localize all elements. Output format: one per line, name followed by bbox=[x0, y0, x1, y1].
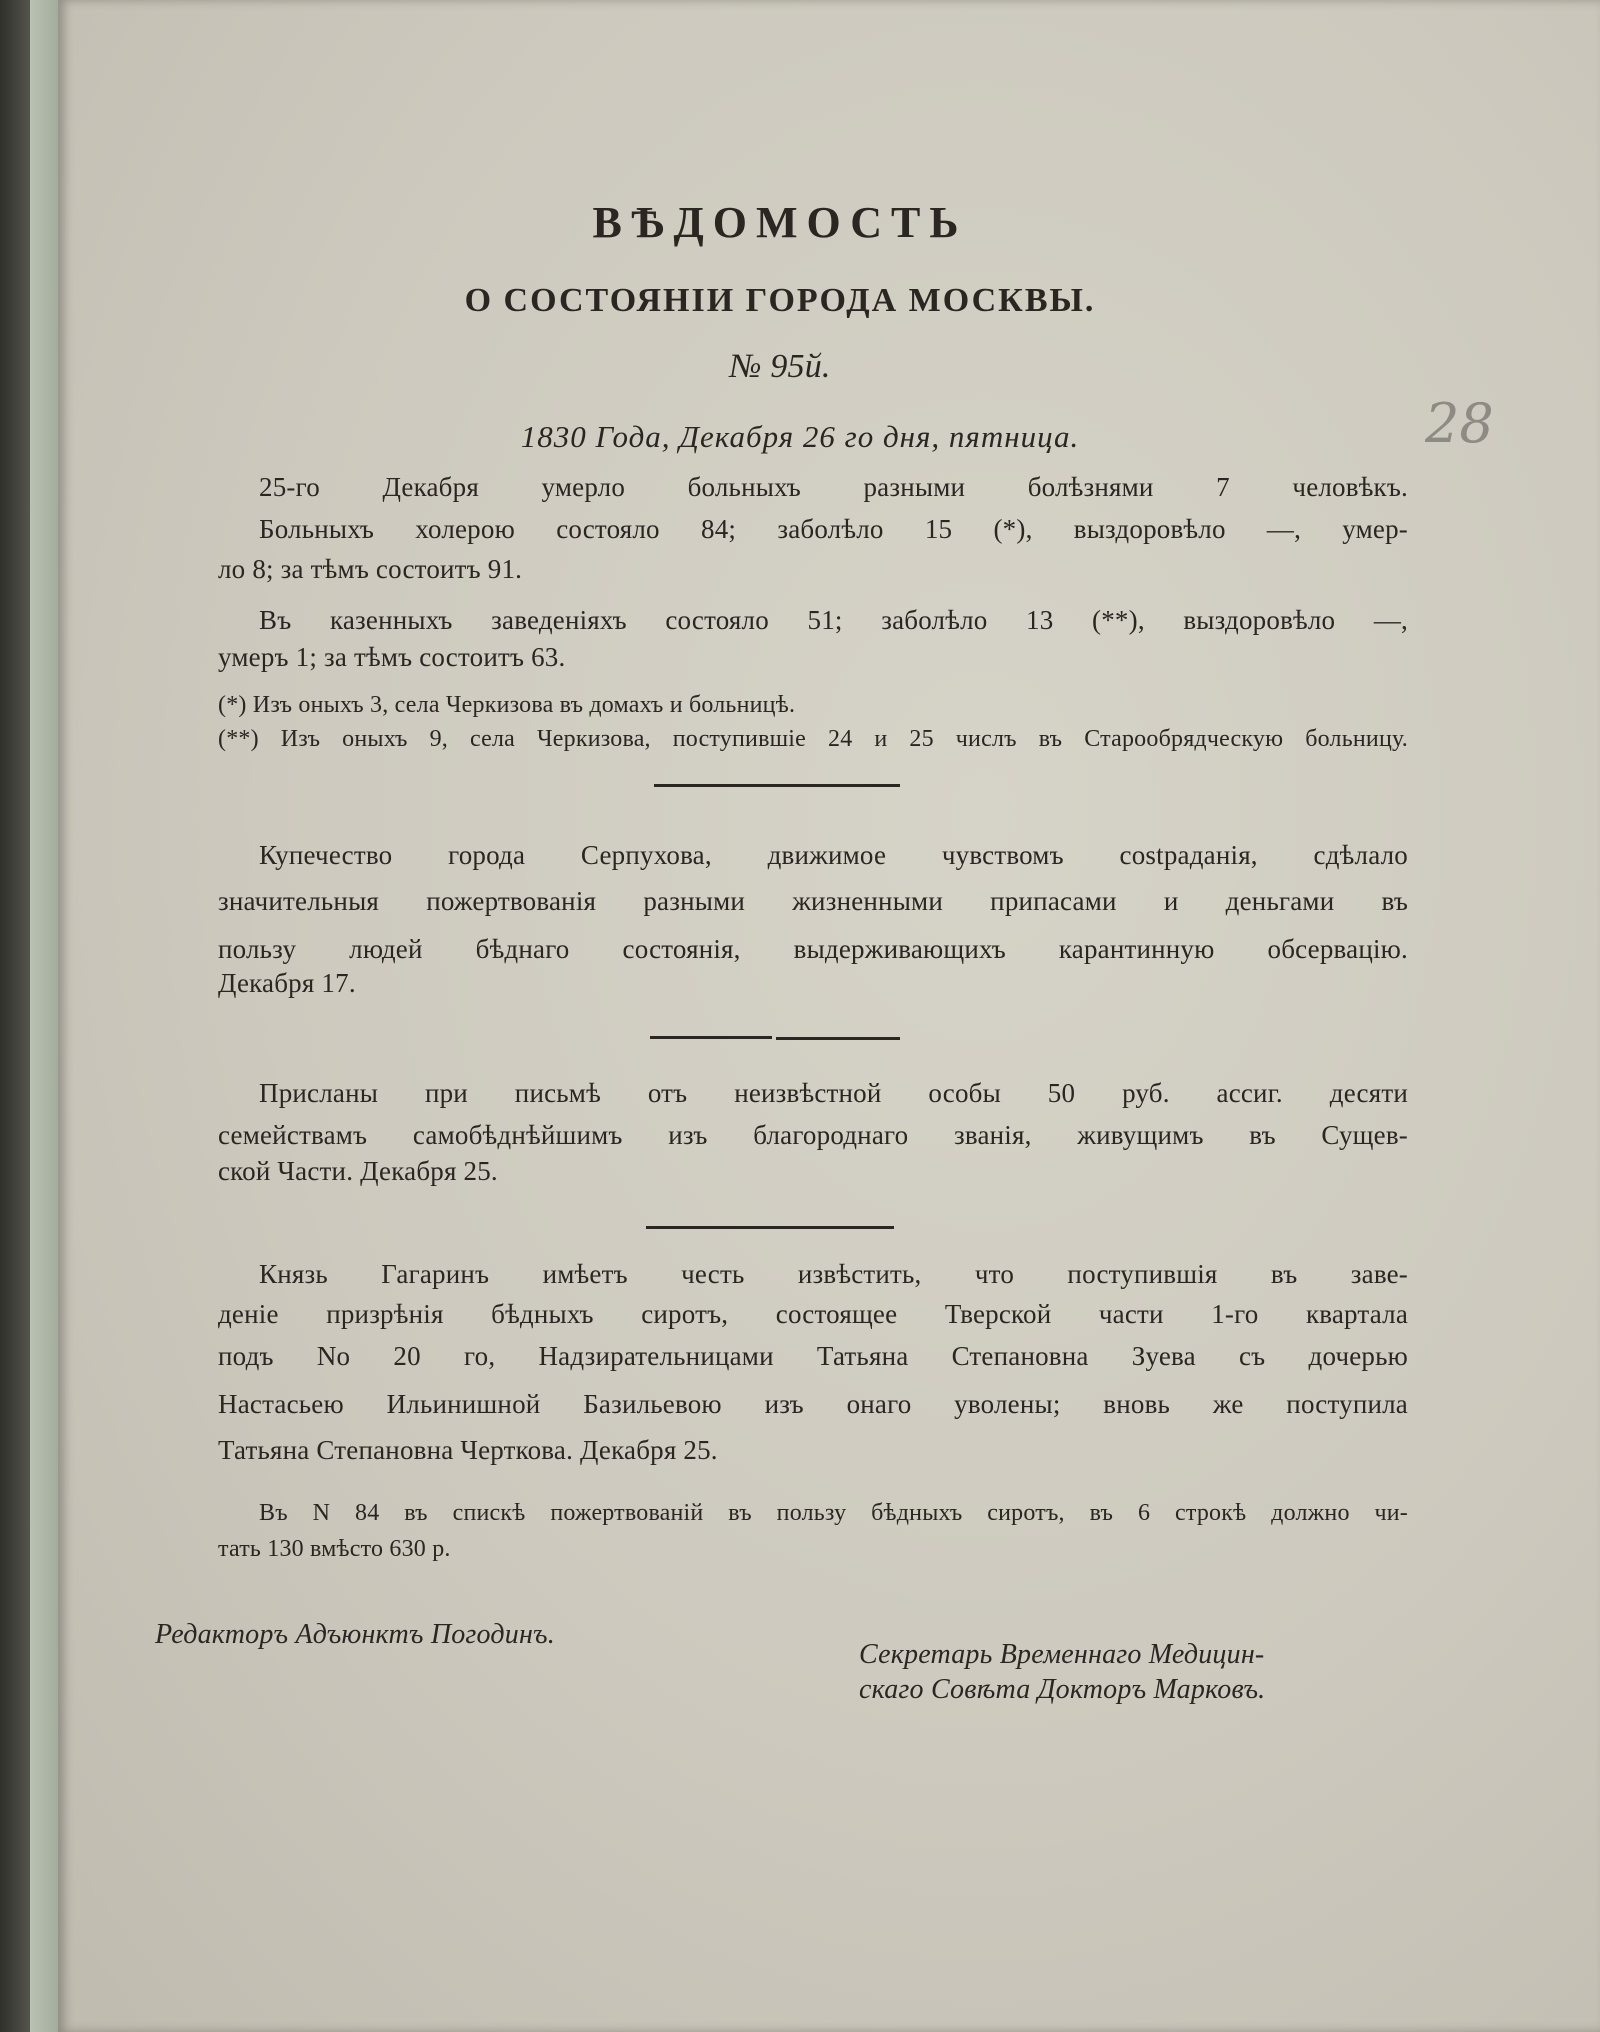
text-line: Купечество города Серпухова, движимое чувствомъ сostраданія, сдѣлало bbox=[259, 840, 1408, 870]
issue-number: № 95й. bbox=[729, 348, 831, 385]
document-title: ВѢДОМОСТЬ bbox=[592, 198, 968, 247]
text-line: деніе призрѣнія бѣдныхъ сиротъ, состоящее Тверской части 1-го квартала bbox=[218, 1299, 1408, 1329]
text-line: (**) Изъ оныхъ 9, села Черкизова, поступившіе 24 и 25 числъ въ Старообрядческую больницу. bbox=[218, 726, 1408, 752]
text-line: ской Части. Декабря 25. bbox=[218, 1156, 498, 1186]
text-line: значительныя пожертвованія разными жизненными припасами и деньгами въ bbox=[218, 886, 1408, 916]
text-line: пользу людей бѣднаго состоянія, выдерживающихъ карантинную обсервацію. bbox=[218, 934, 1408, 964]
document-subtitle: О СОСТОЯНІИ ГОРОДА МОСКВЫ. bbox=[464, 282, 1096, 319]
text-line: тать 130 вмѣсто 630 р. bbox=[218, 1536, 451, 1562]
text-line: Больныхъ холерою состояло 84; заболѣло 15 (*), выздоровѣло —, умер- bbox=[259, 514, 1408, 544]
secretary-signature-line-2: скаго Совѣта Докторъ Марковъ. bbox=[859, 1674, 1266, 1705]
text-line: ло 8; за тѣмъ состоитъ 91. bbox=[218, 554, 523, 584]
editor-signature: Редакторъ Адъюнктъ Погодинъ. bbox=[155, 1619, 555, 1650]
text-line: семействамъ самобѣднѣйшимъ изъ благороднаго званія, живущимъ въ Сущев- bbox=[218, 1120, 1408, 1150]
text-line: подъ No 20 го, Надзирательницами Татьяна Степановна Зуева съ дочерью bbox=[218, 1341, 1408, 1371]
text-line: Декабря 17. bbox=[218, 968, 356, 998]
text-line: Татьяна Степановна Черткова. Декабря 25. bbox=[218, 1435, 718, 1465]
binding-edge bbox=[0, 0, 30, 2032]
text-line: Въ N 84 въ спискѣ пожертвованій въ пользу бѣдныхъ сиротъ, въ 6 строкѣ должно чи- bbox=[259, 1500, 1408, 1526]
text-line: Настасьею Ильинишной Базильевою изъ онаго уволены; вновь же поступила bbox=[218, 1389, 1408, 1419]
text-line: 25-го Декабря умерло больныхъ разными болѣзнями 7 человѣкъ. bbox=[259, 472, 1408, 502]
text-line: Присланы при письмѣ отъ неизвѣстной особы 50 руб. ассиг. десяти bbox=[259, 1078, 1408, 1108]
text-line: Князь Гагаринъ имѣетъ честь извѣстить, что поступившія въ заве- bbox=[259, 1259, 1408, 1289]
text-line: умеръ 1; за тѣмъ состоитъ 63. bbox=[218, 642, 566, 672]
text-line: Въ казенныхъ заведеніяхъ состояло 51; заболѣло 13 (**), выздоровѣло —, bbox=[259, 605, 1408, 635]
secretary-signature-line-1: Секретарь Временнаго Медицин- bbox=[859, 1639, 1265, 1670]
handwritten-page-number: 28 bbox=[1425, 392, 1494, 455]
section-divider bbox=[654, 784, 900, 787]
section-divider bbox=[646, 1226, 894, 1229]
section-divider bbox=[650, 1036, 772, 1039]
text-line: (*) Изъ оныхъ 3, села Черкизова въ домахъ и больницѣ. bbox=[218, 692, 796, 718]
issue-date: 1830 Года, Декабря 26 го дня, пятница. bbox=[520, 419, 1080, 454]
section-divider bbox=[776, 1037, 900, 1040]
adjacent-page-edge bbox=[30, 0, 58, 2032]
